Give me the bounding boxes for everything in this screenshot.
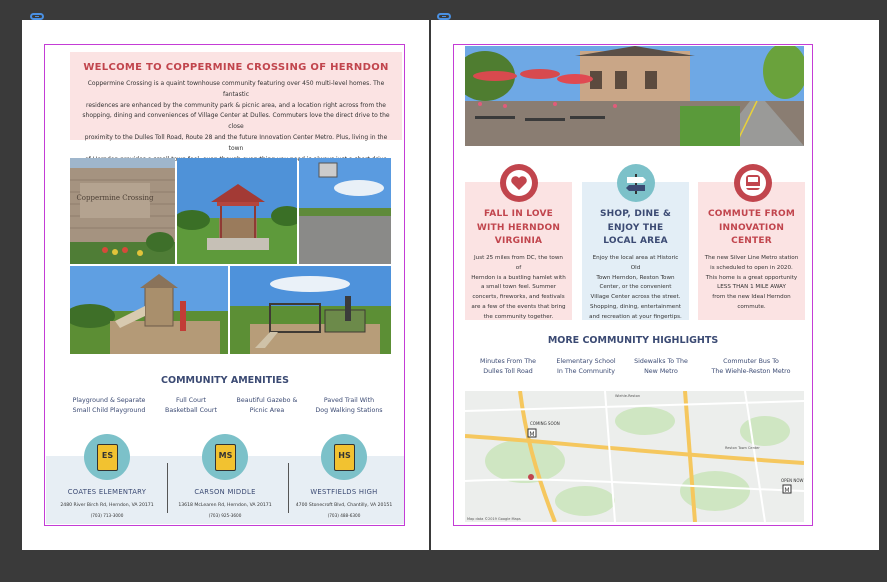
amenity-item: [304, 396, 394, 415]
feature-title-line: VIRGINIA: [494, 236, 543, 246]
map-road-label: Wiehle-Reston: [615, 394, 641, 398]
svg-text:M: M: [529, 431, 535, 438]
signpost-icon: [617, 164, 655, 202]
feature-body-line: Enjoy the local area at Historic Old: [592, 255, 679, 271]
photo-gazebo: [177, 158, 297, 264]
school-name: COATES ELEMENTARY: [67, 488, 147, 496]
school-badge-circle: [84, 434, 130, 480]
home-marker-icon: [528, 474, 534, 480]
playground-image: [70, 266, 228, 354]
feature-title: [469, 208, 568, 249]
feature-body-line: LESS THAN 1 MILE AWAY: [717, 284, 786, 291]
feature-body: [588, 254, 683, 323]
map-center-label: Reston Town Center: [725, 446, 760, 450]
feature-body-line: the community together.: [483, 313, 554, 320]
entrance-sign-image: [70, 158, 175, 264]
school-badge-circle: [202, 434, 248, 480]
photo-basketball-court: [299, 158, 391, 264]
link-icon[interactable]: [30, 13, 44, 20]
amenity-item: [222, 396, 312, 415]
welcome-line: shopping, dining and conveniences of Village Center at Dulles. Commuters love the direct drive to the close: [82, 112, 390, 131]
highlight-line: In The Community: [556, 367, 615, 375]
feature-body-line: Herndon is a bustling hamlet with: [471, 274, 566, 281]
feature-body-line: is scheduled to open in 2020.: [710, 264, 793, 271]
school-badge: MS: [218, 451, 233, 460]
amenity-line: Full Court: [175, 397, 207, 404]
amenity-item: [64, 396, 154, 415]
welcome-title: WELCOME TO COPPERMINE CROSSING OF HERNDON: [83, 62, 389, 73]
amenity-line: Basketball Court: [165, 406, 217, 414]
photo-playground: [70, 266, 228, 354]
amenities-title: COMMUNITY AMENITIES: [161, 375, 289, 386]
school-address: 13618 McLearen Rd, Herndon, VA 20171: [178, 503, 272, 508]
play-structure-image: [230, 266, 391, 354]
feature-title-line: COMMUTE FROM: [708, 209, 795, 219]
highlight-item: [700, 357, 802, 376]
amenity-line: Playground & Separate: [72, 397, 146, 404]
photo-play-structure: [230, 266, 391, 354]
signpost-icon-glyph: [617, 164, 655, 202]
feature-title-line: CENTER: [731, 236, 772, 246]
feature-title-line: SHOP, DINE &: [599, 209, 672, 219]
photo-town-station: [465, 46, 804, 146]
feature-title-line: ENJOY THE: [607, 222, 664, 233]
link-icon[interactable]: [437, 13, 451, 20]
feature-title-line: LOCAL AREA: [603, 236, 668, 246]
feature-body-line: The new Silver Line Metro station: [704, 255, 799, 261]
book-icon: [97, 444, 118, 471]
highlight-line: Sidewalks To The: [634, 358, 688, 365]
highlight-line: Minutes From The: [479, 358, 537, 365]
amenity-line: Dog Walking Stations: [315, 406, 383, 414]
school-card: [166, 434, 284, 518]
map-attribution: Map data ©2019 Google Maps: [467, 517, 521, 521]
feature-card-herndon: [465, 182, 572, 320]
amenity-line: Paved Trail With: [323, 397, 375, 404]
welcome-line: Coppermine Crossing is a quaint townhouse community featuring over 450 multi-level homes. The fantastic: [87, 80, 385, 98]
map-open-now-label: OPEN NOW: [781, 478, 804, 483]
court-image: [299, 158, 391, 264]
feature-body-line: Village Center across the street.: [590, 294, 681, 301]
gazebo-image: [177, 158, 297, 264]
amenity-line: Small Child Playground: [72, 406, 146, 414]
welcome-line: proximity to the Dulles Toll Road, Route 28 and the future Innovation Center Metro. Plus, living in the town: [84, 133, 388, 152]
welcome-line: residences are enhanced by the community park & picnic area, and a location right across from the: [86, 101, 386, 109]
heart-icon-glyph: [500, 164, 538, 202]
school-name: WESTFIELDS HIGH: [310, 488, 378, 496]
feature-body-line: Shopping, dining, entertainment: [590, 303, 681, 310]
feature-body-line: are a few of the events that bring: [471, 303, 566, 310]
amenity-line: Picnic Area: [249, 406, 285, 414]
feature-title: [702, 208, 801, 249]
book-icon: [334, 444, 355, 471]
school-badge: HS: [338, 451, 351, 460]
highlight-line: The Wiehle-Reston Metro: [711, 367, 791, 375]
heart-icon: [500, 164, 538, 202]
highlights-title: MORE COMMUNITY HIGHLIGHTS: [547, 335, 719, 346]
station-image: [465, 46, 804, 146]
feature-title-line: INNOVATION: [718, 222, 785, 233]
school-phone: (703) 488-6300: [327, 513, 361, 518]
feature-body: [704, 254, 799, 313]
feature-card-commute: [698, 182, 805, 320]
map-image: [465, 391, 804, 522]
train-icon-glyph: [734, 164, 772, 202]
highlight-line: Elementary School: [556, 358, 616, 365]
feature-body-line: Center, or the convenient: [599, 284, 672, 291]
feature-body-line: Just 25 miles from DC, the town of: [474, 255, 563, 271]
feature-body: [471, 254, 566, 323]
feature-body-line: concerts, fireworks, and festivals: [472, 294, 565, 301]
school-address: 4700 Stonecroft Blvd, Chantilly, VA 20151: [295, 503, 393, 508]
map-coming-soon-label: COMING SOON: [530, 421, 560, 426]
feature-body-line: a small town feel. Summer: [480, 284, 557, 291]
train-icon: [734, 164, 772, 202]
school-phone: (703) 925-3600: [208, 513, 242, 518]
school-card: [48, 434, 166, 518]
feature-title-line: WITH HERNDON: [476, 222, 561, 233]
feature-card-shop: [582, 182, 689, 320]
welcome-line: need: [289, 155, 305, 163]
highlight-line: Dulles Toll Road: [483, 367, 533, 375]
school-phone: (703) 713-3000: [90, 513, 124, 518]
highlight-line: New Metro: [644, 367, 678, 375]
svg-text:M: M: [784, 487, 790, 494]
feature-body-line: This home is a great opportunity: [705, 274, 798, 281]
highlight-item: [615, 357, 707, 376]
school-card: [285, 434, 403, 518]
school-address: 2480 River Birch Rd, Herndon, VA 20171: [60, 503, 154, 508]
sign-text: Coppermine Crossing: [76, 194, 154, 202]
feature-title-line: FALL IN LOVE: [483, 209, 554, 219]
book-icon: [215, 444, 236, 471]
feature-title: [586, 208, 685, 249]
area-map[interactable]: [465, 391, 804, 522]
feature-body-line: from the new Ideal Herndon: [712, 294, 791, 301]
welcome-box: [70, 52, 402, 163]
amenity-line: Beautiful Gazebo &: [236, 397, 298, 404]
feature-body-line: Town Herndon, Reston Town: [596, 274, 675, 281]
highlight-line: Commuter Bus To: [723, 358, 779, 365]
school-badge-circle: [321, 434, 367, 480]
photo-entrance-sign: [70, 158, 175, 264]
feature-body-line: and recreation at your fingertips.: [589, 313, 682, 320]
school-badge: ES: [101, 451, 114, 460]
school-name: CARSON MIDDLE: [194, 488, 256, 496]
feature-body-line: commute.: [737, 303, 766, 310]
